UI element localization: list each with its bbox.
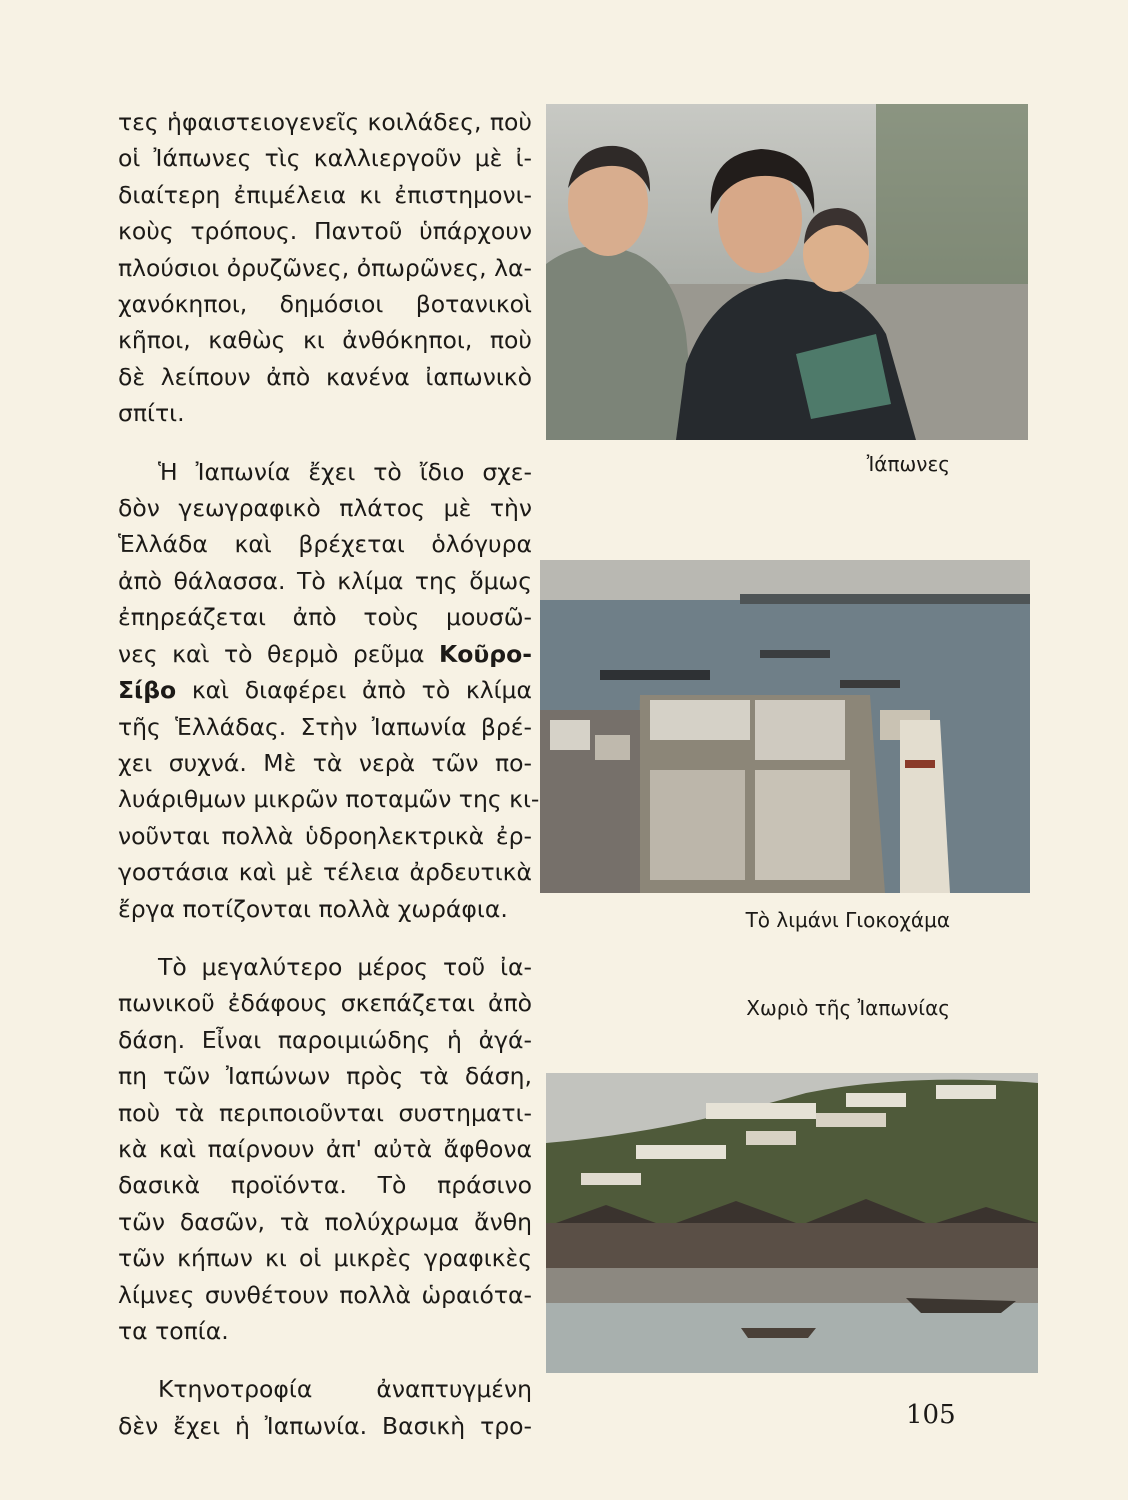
text-line: σπίτι. [118,399,185,428]
text-line: τες ἡφαιστειογενεῖς κοιλάδες, ποὺ [118,108,532,136]
photo-japanese-village [546,1073,1038,1373]
paragraph-2 [118,454,540,927]
text-line: οἱ Ἰάπωνες τὶς καλλιεργοῦν μὲ ἰ- [118,144,532,173]
paragraph-1 [118,104,532,432]
text-line: δασικὰ προϊόντα. Τὸ πράσινο [118,1171,532,1200]
text-line: πλούσιοι ὀρυζῶνες, ὀπωρῶνες, λα- [118,253,532,282]
photo-yokohama-harbor-image [540,560,1030,893]
text-line: τῶν κήπων κι οἱ μικρὲς γραφικὲς [118,1244,532,1273]
text-line: δὲ λείπουν ἀπὸ κανένα ἰαπωνικὸ [118,362,532,391]
text-line: πη τῶν Ἰαπώνων πρὸς τὰ δάση, [118,1062,532,1091]
text-line: κῆποι, καθὼς κι ἀνθόκηποι, ποὺ [118,326,532,355]
text-line: λυάριθμων μικρῶν ποταμῶν της κι- [118,785,540,814]
photo-japanese-women-image [546,104,1028,440]
text-line: δὲν ἔχει ἡ Ἰαπωνία. Βασικὴ τρο- [118,1411,532,1440]
text-line: ἐπηρεάζεται ἀπὸ τοὺς μουσῶ- [118,603,532,632]
text-line: νοῦνται πολλὰ ὑδροηλεκτρικὰ ἐρ- [118,821,532,850]
text-line: ἔργα ποτίζονται πολλὰ χωράφια. [118,894,508,923]
photo-japanese-women [546,104,1028,440]
caption-photo-2: Τὸ λιμάνι Γιοκοχάμα [745,908,950,932]
text-line: Σίβο καὶ διαφέρει ἀπὸ τὸ κλίμα [118,676,532,705]
page-number: 105 [906,1400,956,1430]
text-line: λίμνες συνθέτουν πολλὰ ὡραιότα- [118,1280,532,1309]
text-line: δὸν γεωγραφικὸ πλάτος μὲ τὴν [118,494,532,523]
text-line: Κτηνοτροφία ἀναπτυγμένη [158,1375,532,1404]
photo-yokohama-harbor [540,560,1030,893]
text-line: πωνικοῦ ἐδάφους σκεπάζεται ἀπὸ [118,989,532,1018]
text-line: νες καὶ τὸ θερμὸ ρεῦμα Κοῦρο- [118,639,532,668]
caption-photo-3: Χωριὸ τῆς Ἰαπωνίας [746,996,950,1020]
caption-photo-1: Ἰάπωνες [866,452,950,476]
bold-term: Σίβο [118,676,177,705]
paragraph-3 [118,949,532,1349]
text-line: τῶν δασῶν, τὰ πολύχρωμα ἄνθη [118,1207,532,1236]
photo-japanese-village-image [546,1073,1038,1373]
text-line: γοστάσια καὶ μὲ τέλεια ἀρδευτικὰ [118,858,532,887]
text-line: κοὺς τρόπους. Παντοῦ ὑπάρχουν [118,217,532,246]
text-line: Ἡ Ἰαπωνία ἔχει τὸ ἴδιο σχε- [158,457,532,486]
text-line: κὰ καὶ παίρνουν ἀπ' αὐτὰ ἄφθονα [118,1134,532,1163]
paragraph-4 [118,1371,532,1444]
text-line: χανόκηποι, δημόσιοι βοτανικοὶ [118,290,532,319]
text-line: ποὺ τὰ περιποιοῦνται συστηματι- [118,1098,532,1127]
text-line: διαίτερη ἐπιμέλεια κι ἐπιστημονι- [118,180,532,209]
body-text-column [118,104,540,1466]
text-line: Ἑλλάδα καὶ βρέχεται ὁλόγυρα [118,530,532,559]
text-line: δάση. Εἶναι παροιμιώδης ἡ ἀγά- [118,1025,532,1054]
text-line: τῆς Ἑλλάδας. Στὴν Ἰαπωνία βρέ- [118,712,532,741]
bold-term: Κοῦρο- [439,639,532,668]
text-line: Τὸ μεγαλύτερο μέρος τοῦ ἰα- [158,952,532,981]
text-line: ἀπὸ θάλασσα. Τὸ κλίμα της ὅμως [118,566,532,595]
text-line: χει συχνά. Μὲ τὰ νερὰ τῶν πο- [118,748,532,777]
text-line: τα τοπία. [118,1317,229,1345]
